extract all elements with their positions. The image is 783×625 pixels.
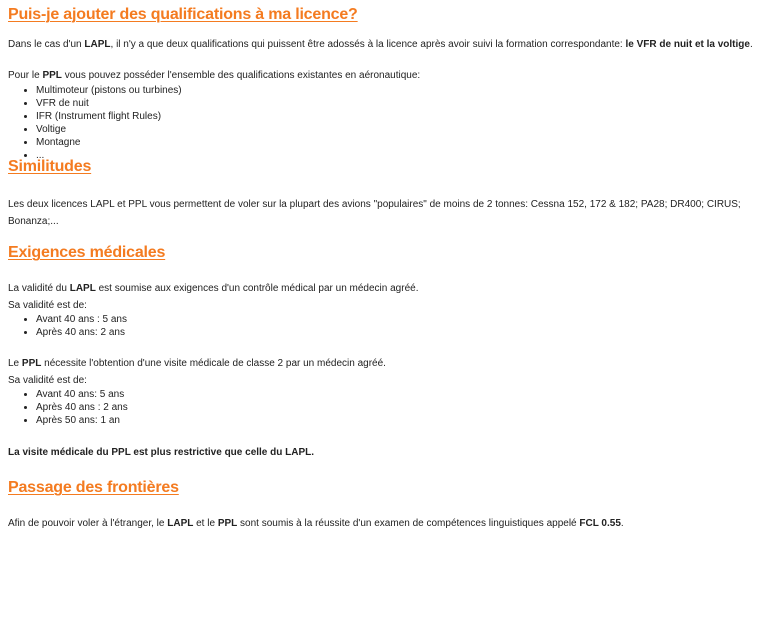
list-item: • Montagne [36, 136, 783, 149]
list-item: • Avant 40 ans: 5 ans [36, 388, 783, 401]
paragraph-medical-ppl: Le PPL nécessite l'obtention d'une visite médicale de classe 2 par un médecin agréé. [8, 358, 386, 369]
list-item: • VFR de nuit [36, 97, 783, 110]
list-item: • Voltige [36, 123, 783, 136]
paragraph-similitudes: Les deux licences LAPL et PPL vous permettent de voler sur la plupart des avions "populaires" de moins de 2 tonnes: Cessna 152, 172 & 182; PA28; DR400; CIRUS; Bonanza;... [8, 199, 741, 227]
heading-qualifications: Puis-je ajouter des qualifications à ma licence? [8, 6, 358, 23]
paragraph-lapl-qualifications: Dans le cas d'un LAPL, il n'y a que deux qualifications qui puissent être adossés à la licence après avoir suivi la formation correspondante: le VFR de nuit et la voltige. [8, 39, 753, 50]
medical-note: La visite médicale du PPL est plus restrictive que celle du LAPL. [8, 447, 315, 458]
list-item: • Après 40 ans: 2 ans [36, 326, 783, 339]
list-item: • Après 50 ans: 1 an [36, 414, 783, 427]
list-item: • IFR (Instrument flight Rules) [36, 110, 783, 123]
list-item: • ... [36, 149, 783, 162]
heading-medical: Exigences médicales [8, 244, 166, 261]
validity-list-ppl [8, 388, 783, 427]
validity-list-lapl [8, 313, 783, 339]
paragraph-ppl-qualifications: Pour le PPL vous pouvez posséder l'ensemble des qualifications existantes en aéronautique: [8, 70, 421, 81]
validity-label-ppl: Sa validité est de: [8, 375, 87, 386]
list-item: • Après 40 ans : 2 ans [36, 401, 783, 414]
paragraph-frontieres: Afin de pouvoir voler à l'étranger, le LAPL et le PPL sont soumis à la réussite d'un examen de compétences linguistiques appelé FCL 0.55. [8, 518, 624, 529]
validity-label-lapl: Sa validité est de: [8, 300, 87, 311]
heading-frontieres: Passage des frontières [8, 479, 179, 496]
list-item: • Avant 40 ans : 5 ans [36, 313, 783, 326]
heading-similitudes: Similitudes [8, 158, 92, 175]
paragraph-medical-lapl: La validité du LAPL est soumise aux exigences d'un contrôle médical par un médecin agréé. [8, 283, 419, 294]
qualifications-list [8, 84, 783, 162]
list-item: • Multimoteur (pistons ou turbines) [36, 84, 783, 97]
